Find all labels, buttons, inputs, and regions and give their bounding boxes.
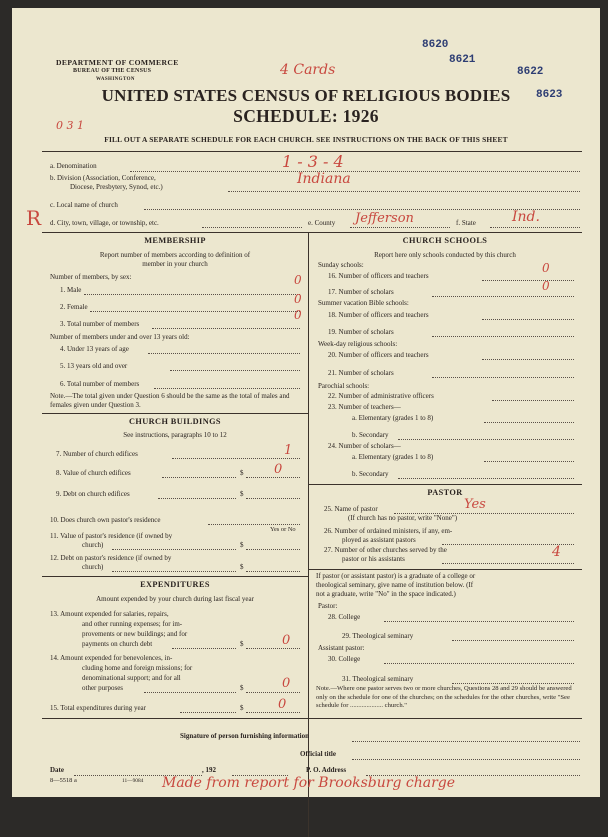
handwritten-salaries: 0 — [282, 633, 291, 648]
stamp-number: 8621 — [449, 54, 476, 66]
census-schedule-sheet — [12, 8, 600, 797]
age-intro-label: Number of members under and over 13 years old: — [50, 333, 190, 341]
answer-line — [112, 571, 236, 572]
q28-label: 28. College — [328, 613, 361, 621]
pastor-label: Pastor: — [318, 602, 338, 610]
pastor-heading: PASTOR — [427, 488, 463, 497]
q18-label: 18. Number of officers and teachers — [328, 311, 429, 319]
graduate-instruction-cont: not a graduate, write "No" in the space indicated.) — [316, 590, 456, 598]
answer-line — [398, 478, 574, 479]
handwritten-male: 0 — [294, 273, 302, 287]
handwritten-state: Ind. — [512, 209, 540, 225]
q4-label: 4. Under 13 years of age — [60, 345, 129, 353]
answer-line — [432, 336, 574, 337]
county-label: e. County — [308, 219, 336, 227]
membership-intro: Report number of members according to definition of — [99, 251, 251, 259]
handwritten-county: Jefferson — [355, 211, 414, 226]
rule — [42, 413, 308, 414]
q13-label-cont: and other running expenses; for im- — [82, 620, 183, 628]
q17-label: 17. Number of scholars — [328, 288, 394, 296]
rule — [42, 718, 582, 719]
summer-schools-label: Summer vacation Bible schools: — [318, 299, 409, 307]
answer-line — [208, 524, 300, 525]
column-divider — [308, 232, 309, 837]
official-title-label: Official title — [300, 750, 336, 758]
answer-line — [144, 692, 236, 693]
q2-label: 2. Female — [60, 303, 88, 311]
handwritten-other-churches: 4 — [552, 544, 561, 560]
by-sex-label: Number of members, by sex: — [50, 273, 132, 281]
stamp-number: 8622 — [517, 66, 544, 78]
weekday-schools-label: Week-day religious schools: — [318, 340, 398, 348]
form-title: UNITED STATES CENSUS OF RELIGIOUS BODIES — [101, 86, 511, 105]
dollar-sign: $ — [240, 490, 244, 498]
q20-label: 20. Number of officers and teachers — [328, 351, 429, 359]
handwritten-officers: 0 — [542, 261, 550, 275]
stamp-number: 8620 — [422, 39, 449, 51]
dollar-sign: $ — [240, 684, 244, 692]
expenditures-subheading: Amount expended by your church during last fiscal year — [96, 595, 254, 603]
schools-heading: CHURCH SCHOOLS — [402, 236, 488, 245]
answer-line — [180, 712, 236, 713]
rule — [308, 484, 582, 485]
parochial-schools-label: Parochial schools: — [318, 382, 370, 390]
answer-line — [432, 377, 574, 378]
q12-label: 12. Debt on pastor's residence (if owned by — [50, 554, 172, 562]
answer-line — [442, 563, 574, 564]
city-name: WASHINGTON — [96, 77, 135, 82]
q23-label: 23. Number of teachers— — [328, 403, 401, 411]
signature-line — [352, 741, 580, 742]
answer-line — [482, 280, 574, 281]
handwritten-pastor: Yes — [464, 497, 486, 512]
answer-line — [162, 477, 236, 478]
q15-label: 15. Total expenditures during year — [50, 704, 146, 712]
form-instruction: FILL OUT A SEPARATE SCHEDULE FOR EACH CHURCH. SEE INSTRUCTIONS ON THE BACK OF THIS SHEET — [104, 135, 508, 144]
answer-line — [228, 191, 580, 192]
q3-label: 3. Total number of members — [60, 320, 140, 328]
handwritten-total: 0 — [294, 308, 302, 322]
handwritten-division: Indiana — [297, 171, 351, 187]
membership-note: Note.—The total given under Question 6 should be the same as the total of males and females given under Question 3. — [50, 392, 290, 409]
schools-subheading: Report here only schools conducted by this church — [374, 251, 516, 259]
q14-label-cont: other purposes — [82, 684, 124, 692]
handwritten-total-expenditures: 0 — [278, 697, 287, 712]
form-number: 8—5518 a — [50, 777, 77, 784]
answer-line — [246, 712, 300, 713]
dollar-sign: $ — [240, 469, 244, 477]
answer-line — [112, 549, 236, 550]
q14-label-cont: denominational support; and for all — [82, 674, 181, 682]
answer-line — [484, 461, 574, 462]
q9-label: 9. Debt on church edifices — [56, 490, 130, 498]
expenditures-heading: EXPENDITURES — [140, 580, 210, 589]
q1-label: 1. Male — [60, 286, 82, 294]
q19-label: 19. Number of scholars — [328, 328, 394, 336]
answer-line — [246, 648, 300, 649]
q6-label: 6. Total number of members — [60, 380, 140, 388]
answer-line — [492, 400, 574, 401]
q14-label-cont: cluding home and foreign missions; for — [82, 664, 193, 672]
q10-label: 10. Does church own pastor's residence — [50, 516, 161, 524]
denomination-label: a. Denomination — [50, 162, 97, 170]
handwritten-margin-mark: R — [26, 206, 42, 230]
answer-line — [384, 621, 574, 622]
q24b-label: b. Secondary — [352, 470, 389, 478]
answer-line — [246, 549, 300, 550]
assistant-pastor-label: Assistant pastor: — [318, 644, 365, 652]
answer-line — [482, 359, 574, 360]
q25-note: (If church has no pastor, write "None") — [348, 514, 458, 522]
membership-intro-cont: member in your church — [142, 260, 208, 268]
q13-label-cont: provements or new buildings; and for — [82, 630, 188, 638]
state-label: f. State — [456, 219, 476, 227]
answer-line — [384, 663, 574, 664]
rule — [42, 232, 582, 233]
form-subtitle: SCHEDULE: 1926 — [233, 106, 379, 126]
bureau-name: BUREAU OF THE CENSUS — [73, 68, 152, 74]
handwritten-footer-note: Made from report for Brooksburg charge — [162, 775, 456, 791]
division-label: b. Division (Association, Conference, — [50, 174, 156, 182]
q16-label: 16. Number of officers and teachers — [328, 272, 429, 280]
answer-line — [84, 294, 300, 295]
local-name-label: c. Local name of church — [50, 201, 118, 209]
answer-line — [482, 319, 574, 320]
answer-line — [152, 328, 300, 329]
dollar-sign: $ — [240, 640, 244, 648]
membership-heading: MEMBERSHIP — [144, 236, 206, 245]
stamp-number: 8623 — [536, 89, 563, 101]
answer-line — [246, 571, 300, 572]
answer-line — [172, 648, 236, 649]
print-number: 11—9084 — [122, 778, 144, 784]
handwritten-denomination: 1 - 3 - 4 — [282, 152, 344, 171]
answer-line — [452, 640, 574, 641]
answer-line — [170, 370, 300, 371]
answer-line — [350, 227, 450, 228]
answer-line — [452, 683, 574, 684]
handwritten-female: 0 — [294, 292, 302, 306]
signature-label: Signature of person furnishing information — [180, 732, 309, 740]
year-label: , 192 — [202, 766, 216, 774]
dollar-sign: $ — [240, 541, 244, 549]
answer-line — [172, 458, 300, 459]
po-address-label: P. O. Address — [306, 766, 347, 774]
sunday-schools-label: Sunday schools: — [318, 261, 364, 269]
yes-or-no-label: Yes or No — [270, 526, 296, 533]
q5-label: 5. 13 years old and over — [60, 362, 128, 370]
official-title-line — [352, 759, 580, 760]
q30-label: 30. College — [328, 655, 361, 663]
answer-line — [490, 227, 580, 228]
rule — [308, 569, 582, 570]
q12-label-cont: church) — [82, 563, 104, 571]
city-label: d. City, town, village, or township, etc. — [50, 219, 159, 227]
rule — [42, 576, 308, 577]
handwritten-edifice-value: 0 — [274, 462, 283, 477]
q11-label: 11. Value of pastor's residence (if owned by — [50, 532, 173, 540]
buildings-heading: CHURCH BUILDINGS — [129, 417, 221, 426]
answer-line — [432, 296, 574, 297]
handwritten-cards-note: 4 Cards — [280, 62, 336, 78]
answer-line — [246, 477, 300, 478]
handwritten-code: 0 3 1 — [56, 119, 84, 132]
q8-label: 8. Value of church edifices — [56, 469, 131, 477]
graduate-instruction: If pastor (or assistant pastor) is a graduate of a college or — [316, 572, 476, 580]
answer-line — [202, 227, 302, 228]
division-label-cont: Diocese, Presbytery, Synod, etc.) — [70, 183, 163, 191]
answer-line — [246, 498, 300, 499]
date-label: Date — [50, 766, 64, 774]
q25-label: 25. Name of pastor — [324, 505, 378, 513]
q14-label: 14. Amount expended for benevolences, in- — [50, 654, 173, 662]
q24-label: 24. Number of scholars— — [328, 442, 401, 450]
answer-line — [130, 171, 580, 172]
buildings-subheading: See instructions, paragraphs 10 to 12 — [123, 431, 227, 439]
handwritten-benevolences: 0 — [282, 676, 291, 691]
pastor-note: Note.—Where one pastor serves two or more churches, Questions 28 and 29 should be answered only on the schedule for one of the churches; on the schedules for the other churches, write "See schedule for .................... church." — [316, 685, 572, 710]
answer-line — [246, 692, 300, 693]
q23b-label: b. Secondary — [352, 431, 389, 439]
q27-label-cont: pastor or his assistants — [342, 555, 405, 563]
q26-label-cont: ployed as assistant pastors — [342, 536, 416, 544]
q13-label-cont: payments on church debt — [82, 640, 153, 648]
answer-line — [90, 311, 300, 312]
q22-label: 22. Number of administrative officers — [328, 392, 434, 400]
q21-label: 21. Number of scholars — [328, 369, 394, 377]
q11-label-cont: church) — [82, 541, 104, 549]
answer-line — [148, 353, 300, 354]
q24a-label: a. Elementary (grades 1 to 8) — [352, 453, 434, 461]
q23a-label: a. Elementary (grades 1 to 8) — [352, 414, 434, 422]
q31-label: 31. Theological seminary — [342, 675, 414, 683]
dollar-sign: $ — [240, 704, 244, 712]
handwritten-edifices: 1 — [284, 443, 293, 458]
handwritten-scholars: 0 — [542, 279, 550, 293]
q13-label: 13. Amount expended for salaries, repairs, — [50, 610, 169, 618]
answer-line — [154, 388, 300, 389]
answer-line — [398, 439, 574, 440]
q26-label: 26. Number of ordained ministers, if any, em- — [324, 527, 453, 535]
graduate-instruction-cont: theological seminary, give name of institution below. (If — [316, 581, 474, 589]
q27-label: 27. Number of other churches served by the — [324, 546, 447, 554]
dollar-sign: $ — [240, 563, 244, 571]
answer-line — [484, 422, 574, 423]
answer-line — [158, 498, 236, 499]
department-name: DEPARTMENT OF COMMERCE — [56, 58, 179, 67]
q29-label: 29. Theological seminary — [342, 632, 414, 640]
q7-label: 7. Number of church edifices — [56, 450, 138, 458]
